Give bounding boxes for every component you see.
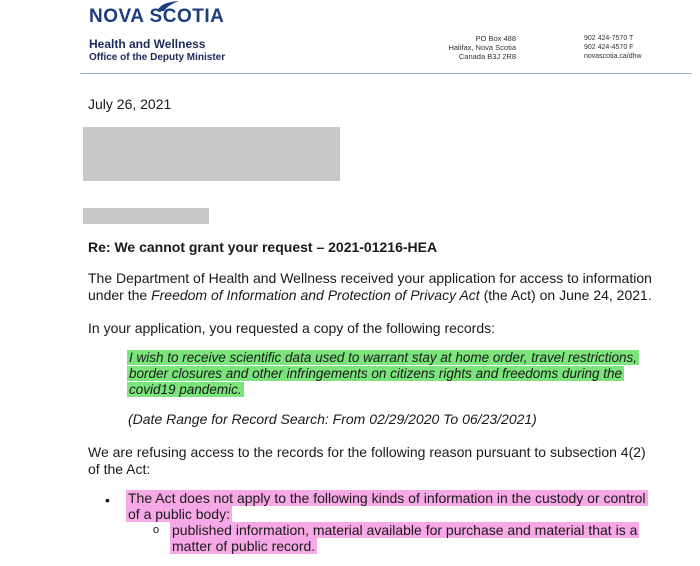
- office-name: Office of the Deputy Minister: [89, 52, 226, 63]
- redacted-salutation: [83, 208, 209, 224]
- green-highlight: I wish to receive scientific data used to warrant stay at home order, travel restrictions, border closures and other infringements on citizens rights and freedoms during the covid19 pandemic.: [129, 350, 637, 397]
- bullet-item: [126, 490, 651, 522]
- website-line: novascotia.ca/dhw: [584, 53, 642, 60]
- pink-highlight: published information, material available for purchase and material that is a matter of public record.: [172, 522, 638, 554]
- org-block: [89, 37, 225, 64]
- intro-text-end: (the Act) on June 24, 2021.: [479, 287, 652, 303]
- sub-bullet-item: [170, 522, 650, 554]
- address-line: PO Box 488: [475, 34, 516, 43]
- address-line: Halifax, Nova Scotia: [448, 43, 516, 52]
- intro-text: The Department of Health and Wellness received your application for access to information under the: [88, 270, 652, 303]
- bullet-dot: •: [105, 492, 110, 508]
- mailing-address: [400, 34, 516, 61]
- redacted-recipient-address: [83, 127, 340, 181]
- subject-line: Re: We cannot grant your request – 2021-01216-HEA: [88, 239, 438, 255]
- pink-highlight: The Act does not apply to the following kinds of information in the custody or control of a public body:: [128, 490, 646, 522]
- intro-paragraph: [88, 270, 658, 304]
- sub-bullet-circle: o: [153, 524, 160, 536]
- nova-scotia-logo: NOVA SCOTIA: [89, 6, 225, 27]
- date-range: (Date Range for Record Search: From 02/29/2020 To 06/23/2021): [128, 411, 537, 427]
- act-name: Freedom of Information and Protection of Privacy Act: [151, 287, 480, 303]
- address-line: Canada B3J 2R8: [458, 52, 516, 61]
- header-divider: [80, 73, 692, 74]
- contact-info: [584, 34, 674, 61]
- request-intro-paragraph: In your application, you requested a copy of the following records:: [88, 320, 496, 336]
- refusal-paragraph: We are refusing access to the records for the following reason pursuant to subsection 4(2) of the Act:: [88, 444, 646, 477]
- department-name: Health and Wellness: [89, 37, 206, 51]
- phone-line: 902 424-7570 T: [584, 35, 634, 42]
- letter-date: July 26, 2021: [88, 96, 172, 112]
- request-quote: [127, 350, 642, 398]
- fax-line: 902 424-4570 F: [584, 44, 634, 51]
- logo-bird-icon: [155, 0, 181, 12]
